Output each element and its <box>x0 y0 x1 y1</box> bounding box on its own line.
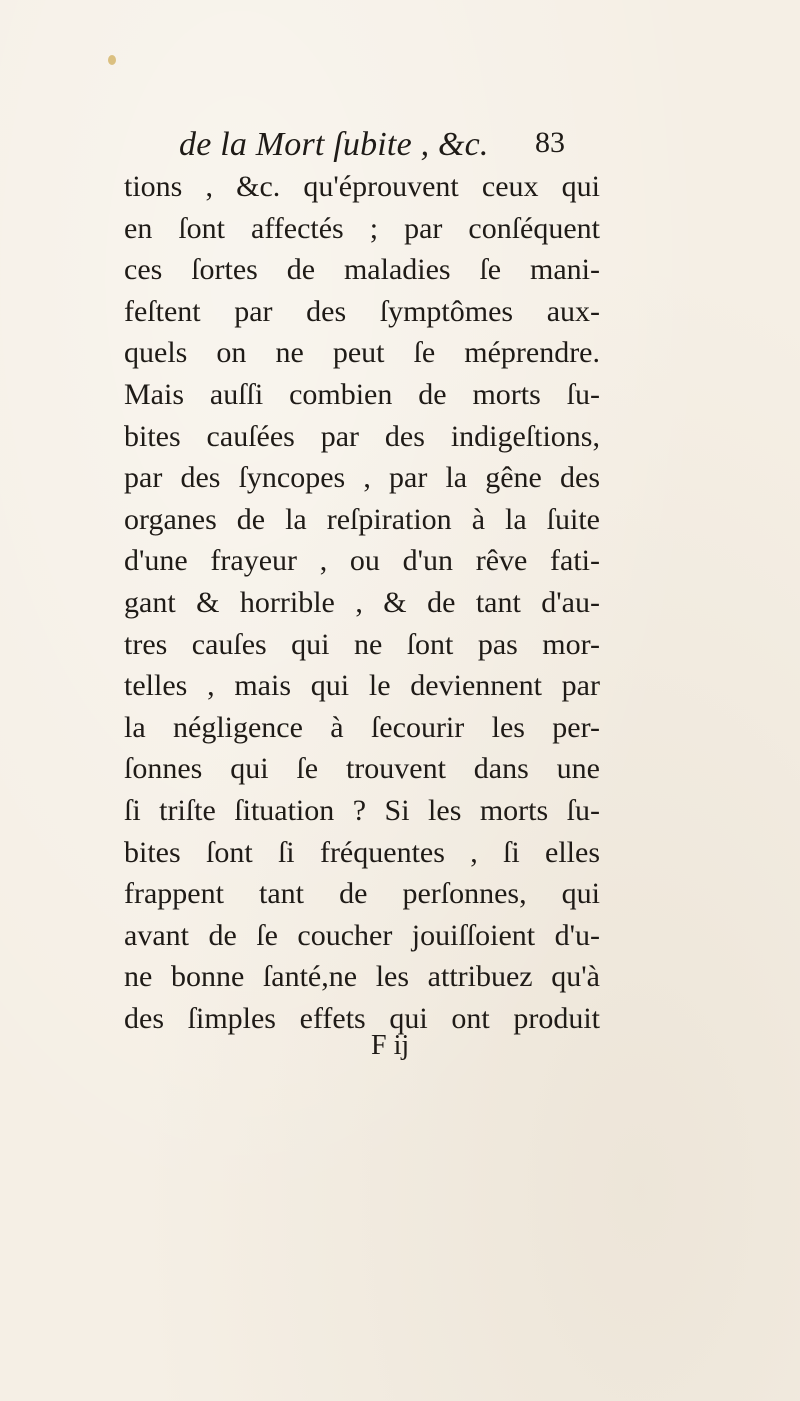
text-line: ces ſortes de maladies ſe mani- <box>124 253 600 287</box>
text-line: en ſont affectés ; par conſéquent <box>124 211 600 245</box>
text-line: par des ſyncopes , par la gêne des <box>124 461 600 495</box>
text-line: quels on ne peut ſe méprendre. <box>124 336 600 370</box>
text-line: des ſimples effets qui ont produit <box>124 1001 600 1035</box>
text-line: frappent tant de perſonnes, qui <box>124 877 600 911</box>
text-line: la négligence à ſecourir les per- <box>124 710 600 744</box>
running-head <box>0 122 800 166</box>
text-line: telles , mais qui le deviennent par <box>124 669 600 703</box>
text-line: tions , &c. qu'éprouvent ceux qui <box>124 170 600 203</box>
text-line: tres cauſes qui ne ſont pas mor- <box>124 627 600 661</box>
signature-mark: F ij <box>371 1030 410 1061</box>
ink-smudge <box>108 55 116 65</box>
text-line: ſonnes qui ſe trouvent dans une <box>124 752 600 786</box>
text-line: avant de ſe coucher jouiſſoient d'u- <box>124 918 600 952</box>
text-line: ne bonne ſanté,ne les attribuez qu'à <box>124 960 600 994</box>
text-line: gant & horrible , & de tant d'au- <box>124 585 600 619</box>
running-title: de la Mort ſubite , &c. <box>179 126 489 163</box>
body-text <box>124 166 600 1039</box>
text-line: organes de la reſpiration à la ſuite <box>124 502 600 536</box>
page-number: 83 <box>535 126 565 159</box>
text-line: Mais auſſi combien de morts ſu- <box>124 377 600 411</box>
text-line: ſi triſte ſituation ? Si les morts ſu- <box>124 793 600 827</box>
text-line: bites ſont ſi fréquentes , ſi elles <box>124 835 600 869</box>
text-line: d'une frayeur , ou d'un rêve fati- <box>124 544 600 578</box>
text-line: bites cauſées par des indigeſtions, <box>124 419 600 453</box>
text-line: feſtent par des ſymptômes aux- <box>124 294 600 328</box>
